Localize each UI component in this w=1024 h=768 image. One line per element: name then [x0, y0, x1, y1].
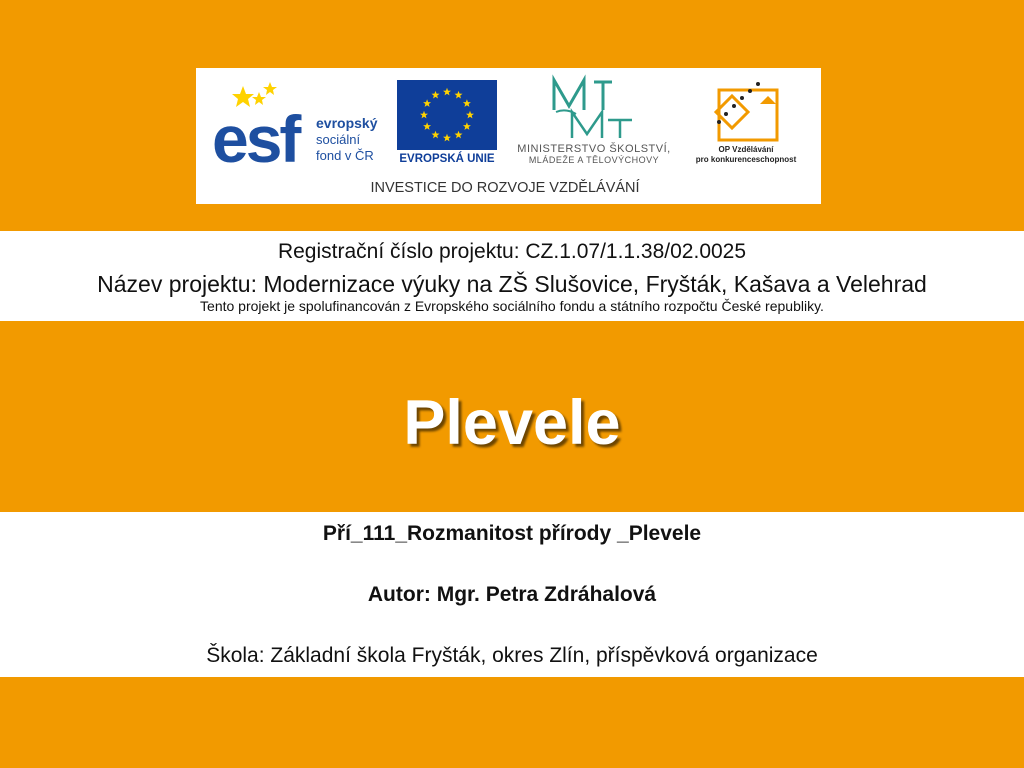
funding-note: Tento projekt je spolufinancován z Evropského sociálního fondu a státního rozpočtu České republiky. [200, 298, 824, 314]
esf-line3: fond v ČR [316, 148, 374, 163]
op-line1: OP Vzdělávání [718, 145, 774, 154]
logo-tagline: INVESTICE DO ROZVOJE VZDĚLÁVÁNÍ [370, 180, 640, 196]
esf-line2: sociální [316, 132, 361, 147]
eu-logo [397, 80, 497, 165]
title-band [0, 321, 1024, 512]
footer-band [0, 512, 1024, 677]
logo-banner-graphic [196, 68, 821, 204]
msmt-logo [517, 80, 670, 165]
esf-star-icon [263, 82, 277, 95]
msmt-line1: MINISTERSTVO ŠKOLSTVÍ, [517, 143, 671, 155]
author: Autor: Mgr. Petra Zdráhalová [367, 583, 657, 606]
op-emblem-icon [716, 82, 777, 140]
msmt-line2: MLÁDEŽE A TĚLOVÝCHOVY [528, 155, 660, 165]
msmt-monogram-icon [554, 80, 632, 138]
project-name: Název projektu: Modernizace výuky na ZŠ Slušovice, Fryšták, Kašava a Velehrad [97, 271, 927, 297]
project-info-band [0, 231, 1024, 321]
eu-label: EVROPSKÁ UNIE [399, 153, 495, 165]
esf-mark: esf [212, 102, 299, 176]
esf-line1: evropský [316, 115, 378, 131]
op-logo [696, 82, 797, 164]
school: Škola: Základní škola Fryšták, okres Zlín, příspěvková organizace [206, 644, 818, 667]
registration-number: Registrační číslo projektu: CZ.1.07/1.1.38/02.0025 [277, 240, 747, 263]
logo-banner [196, 68, 821, 204]
slide-title: Plevele [403, 388, 621, 458]
material-code: Pří_111_Rozmanitost přírody _Plevele [322, 522, 702, 545]
op-line2: pro konkurenceschopnost [695, 155, 797, 164]
esf-logo [212, 82, 378, 176]
